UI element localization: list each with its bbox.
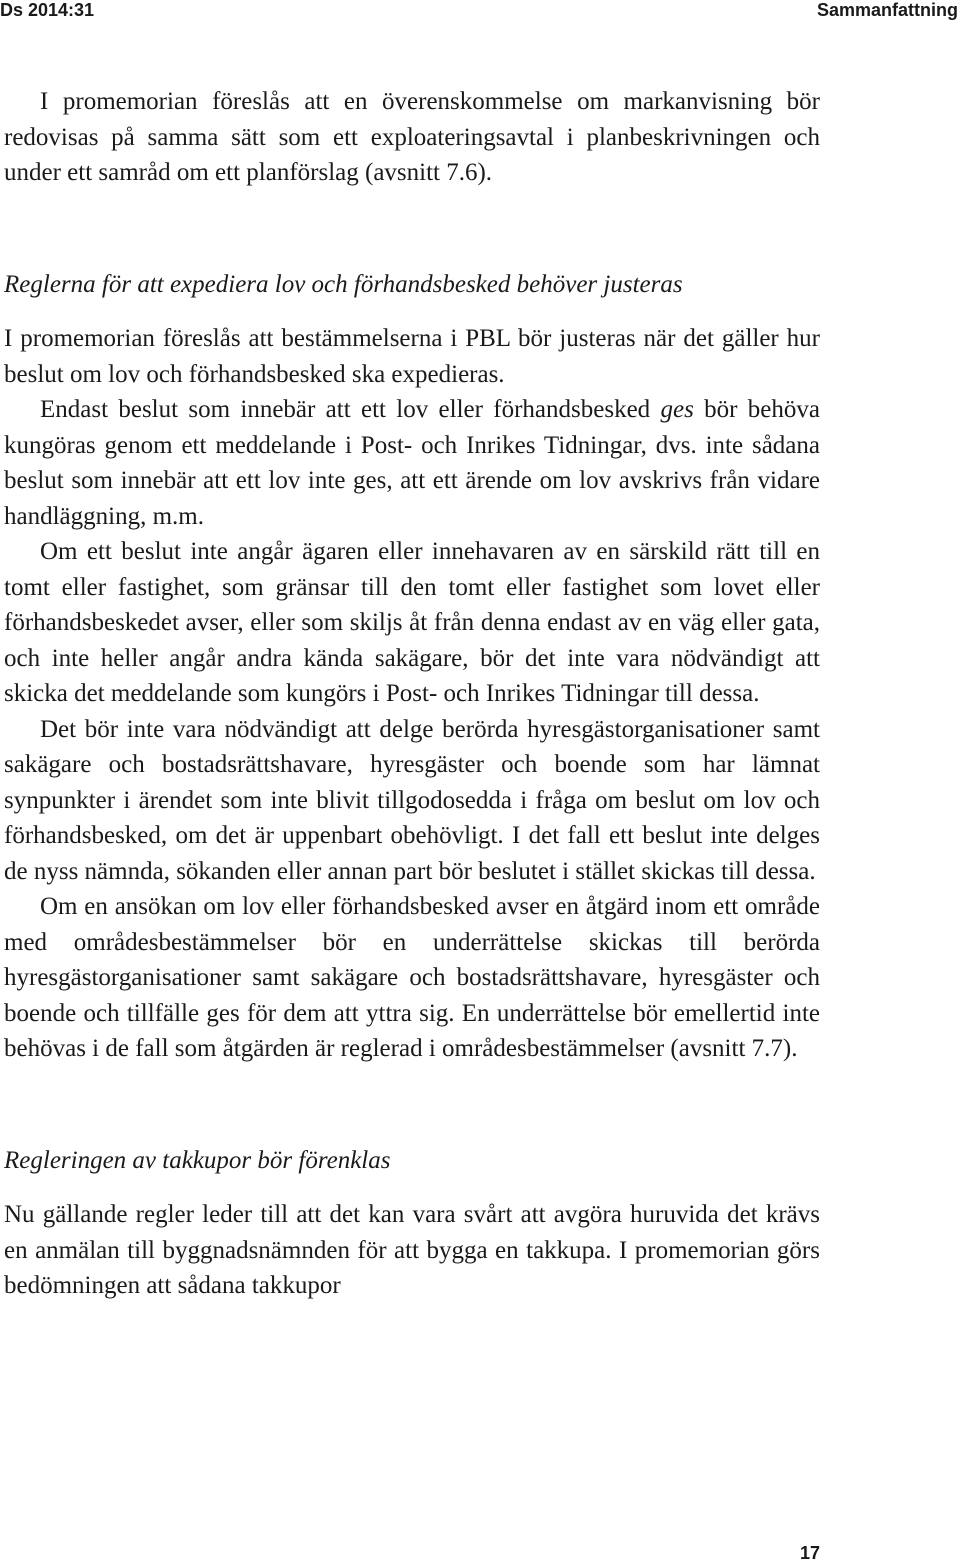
body-text	[4, 0, 820, 1304]
page-number: 17	[799, 1543, 820, 1563]
paragraph: Om ett beslut inte angår ägaren eller innehavaren av en särskild rätt till en tomt eller fastighet, som gränsar till den tomt eller fastighet som lovet eller förhandsbeskedet avser, eller som skiljs åt från denna endast av en väg eller gata, och inte heller angår andra kända sakägare, bör det inte vara nödvändigt att skicka det meddelande som kungörs i Post- och Inrikes Tidningar till dessa.	[4, 538, 820, 707]
section-heading: Reglerna för att expediera lov och förhandsbesked behöver justeras	[4, 270, 683, 298]
paragraph: Det bör inte vara nödvändigt att delge berörda hyresgästorganisationer samt sakägare och bostadsrättshavare, hyresgäster och boende som har lämnat synpunkter i ärendet som inte blivit tillgodosedda i fråga om beslut om lov och förhandsbesked, om det är uppenbart obehövligt. I det fall ett beslut inte delges de nyss nämnda, sökanden eller annan part bör beslutet i stället skickas till dessa.	[4, 715, 820, 885]
paragraph: Endast beslut som innebär att ett lov eller förhandsbesked ges bör behöva kungöras genom ett meddelande i Post- och Inrikes Tidningar, dvs. inte sådana beslut som innebär att ett lov inte ges, att ett ärende om lov avskrivs från vidare handläggning, m.m.	[4, 396, 821, 530]
paragraph: Nu gällande regler leder till att det kan vara svårt att avgöra huruvida det krävs en anmälan till byggnadsnämnden för att bygga en takkupa. I promemorian görs bedömningen att sådana takkupor	[4, 1201, 820, 1299]
section-heading: Regleringen av takkupor bör förenklas	[4, 1146, 391, 1174]
document-reference: Ds 2014:31	[0, 0, 95, 20]
paragraph: I promemorian föreslås att bestämmelserna i PBL bör justeras när det gäller hur beslut om lov och förhandsbesked ska expedieras.	[4, 325, 820, 388]
emphasis: ges	[660, 396, 694, 423]
paragraph: Om en ansökan om lov eller förhandsbesked avser en åtgärd inom ett område med områdesbestämmelser bör en underrättelse skickas till berörda hyresgästorganisationer samt sakägare och bostadsrättshavare, hyresgäster och boende och tillfälle ges för dem att yttra sig. En underrättelse bör emellertid inte behövas i de fall som åtgärden är reglerad i områdesbestämmelser (avsnitt 7.7).	[4, 893, 820, 1062]
paragraph: I promemorian föreslås att en överenskommelse om markanvisning bör redovisas på samma sätt som ett exploateringsavtal i planbeskrivningen och under ett samråd om ett planförslag (avsnitt 7.6).	[4, 88, 820, 186]
section-title: Sammanfattning	[816, 0, 958, 20]
